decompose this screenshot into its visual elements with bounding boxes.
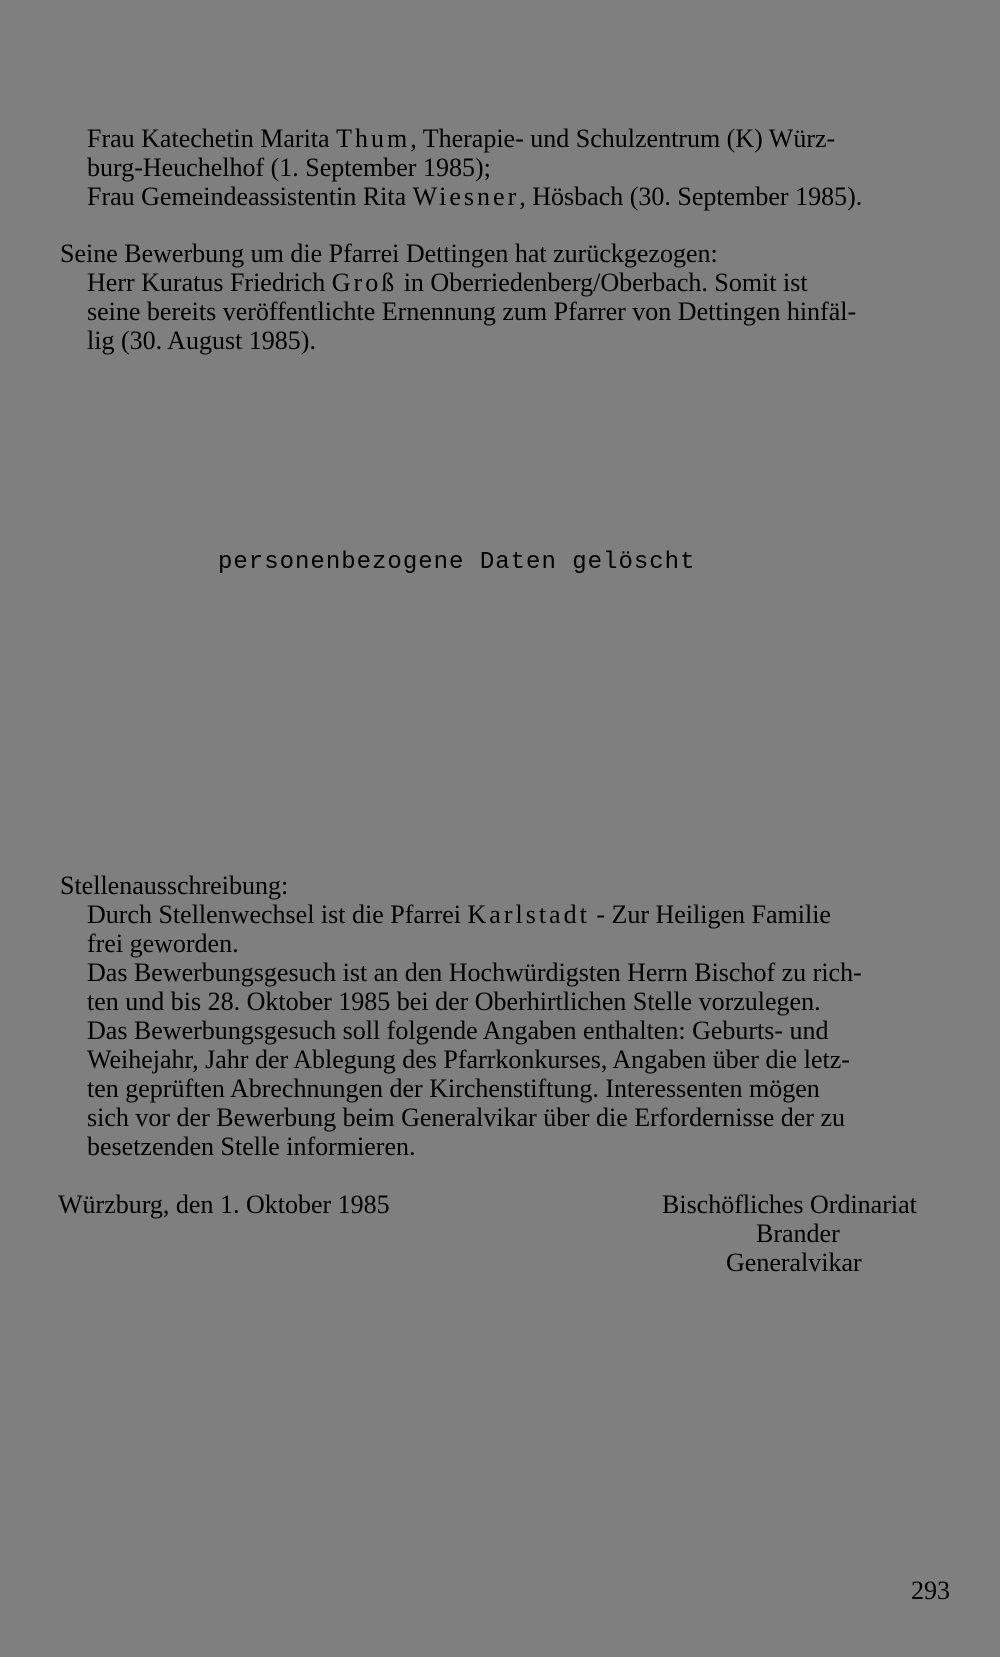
signature-block [662, 1190, 952, 1277]
spaced-name-thum: Thum [336, 124, 411, 153]
spaced-name-karlstadt: Karlstadt [467, 900, 590, 929]
job-posting-line-6: Weihejahr, Jahr der Ablegung des Pfarrkonkurses, Angaben über die letz- [87, 1045, 850, 1074]
withdrawal-heading: Seine Bewerbung um die Pfarrei Dettingen hat zurückgezogen: [60, 239, 718, 268]
withdrawal-line-1: Herr Kuratus Friedrich Groß in Oberriedenberg/Oberbach. Somit ist [87, 268, 808, 297]
spaced-name-wiesner: Wiesner [412, 182, 520, 211]
job-posting-line-2: frei geworden. [87, 929, 239, 958]
job-posting-body [60, 900, 952, 1161]
withdrawal-line-2: seine bereits veröffentlichte Ernennung zum Pfarrer von Dettingen hinfäl- [87, 297, 857, 326]
job-posting-line-1: Durch Stellenwechsel ist die Pfarrei Karlstadt - Zur Heiligen Familie [87, 900, 831, 929]
job-posting-line-7: ten geprüften Abrechnungen der Kirchenstiftung. Interessenten mögen [87, 1074, 820, 1103]
redaction-notice: personenbezogene Daten gelöscht [218, 549, 696, 576]
withdrawal-body [60, 268, 952, 355]
withdrawal-paragraph [60, 239, 952, 355]
spaced-name-gross: Groß [331, 268, 398, 297]
appointment-line-2: burg-Heuchelhof (1. September 1985); [87, 153, 491, 182]
job-posting-line-5: Das Bewerbungsgesuch soll folgende Angaben enthalten: Geburts- und [87, 1016, 829, 1045]
job-posting-heading: Stellenausschreibung: [60, 871, 289, 900]
place-date: Würzburg, den 1. Oktober 1985 [58, 1190, 390, 1219]
job-posting-line-8: sich vor der Bewerbung beim Generalvikar über die Erfordernisse der zu [87, 1103, 846, 1132]
appointment-line-1: Frau Katechetin Marita Thum, Therapie- und Schulzentrum (K) Würz- [87, 124, 836, 153]
job-posting-line-9: besetzenden Stelle informieren. [87, 1132, 416, 1161]
signature-name: Brander [756, 1219, 840, 1248]
appointment-line-3: Frau Gemeindeassistentin Rita Wiesner, Hösbach (30. September 1985). [87, 182, 863, 211]
job-posting-line-3: Das Bewerbungsgesuch ist an den Hochwürdigsten Herrn Bischof zu rich- [87, 958, 862, 987]
job-posting-paragraph [60, 871, 952, 1161]
page-number: 293 [911, 1576, 950, 1605]
job-posting-line-4: ten und bis 28. Oktober 1985 bei der Oberhirtlichen Stelle vorzulegen. [87, 987, 821, 1016]
appointments-paragraph [60, 124, 979, 211]
signature-title: Generalvikar [726, 1248, 862, 1277]
signature-office: Bischöfliches Ordinariat [662, 1190, 917, 1219]
withdrawal-line-3: lig (30. August 1985). [87, 326, 316, 355]
